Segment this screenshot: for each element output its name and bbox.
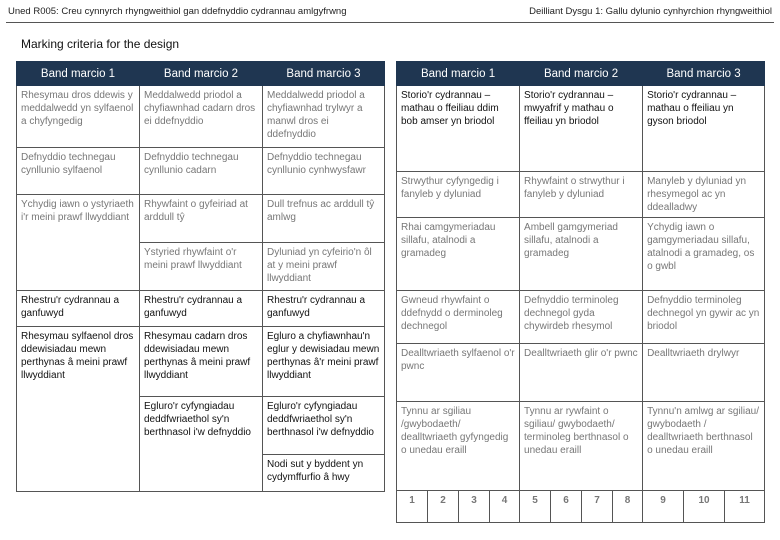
mark-cell: 3 bbox=[459, 491, 490, 523]
criteria-table-left bbox=[16, 61, 385, 492]
band-3-header: Band marcio 3 bbox=[643, 62, 765, 86]
criteria-cell: Defnyddio terminoleg dechnegol yn gywir ac yn briodol bbox=[643, 291, 765, 344]
criteria-cell: Nodi sut y byddent yn cydymffurfio â hwy bbox=[263, 455, 385, 492]
criteria-cell: Defnyddio terminoleg dechnegol gyda chywirdeb rhesymol bbox=[520, 291, 643, 344]
band-2-header: Band marcio 2 bbox=[520, 62, 643, 86]
mark-cell: 5 bbox=[520, 491, 551, 523]
criteria-cell: Dealltwriaeth sylfaenol o'r pwnc bbox=[397, 344, 520, 402]
criteria-cell: Ystyried rhywfaint o'r meini prawf llwyddiant bbox=[140, 243, 263, 291]
mark-cell: 7 bbox=[582, 491, 613, 523]
criteria-table-right bbox=[396, 61, 765, 523]
criteria-cell: Ychydig iawn o gamgymeriadau sillafu, atalnodi a gramadeg, os o gwbl bbox=[643, 218, 765, 291]
criteria-cell: Egluro'r cyfyngiadau deddfwriaethol sy'n berthnasol i'w defnyddio bbox=[140, 397, 263, 492]
band-3-header: Band marcio 3 bbox=[263, 62, 385, 86]
mark-cell: 6 bbox=[551, 491, 582, 523]
criteria-cell: Dull trefnus ac arddull tŷ amlwg bbox=[263, 195, 385, 243]
criteria-cell: Meddalwedd priodol a chyfiawnhad trylwyr a manwl dros ei ddefnyddio bbox=[263, 86, 385, 148]
section-subtitle: Marking criteria for the design bbox=[21, 37, 180, 51]
criteria-cell: Rhai camgymeriadau sillafu, atalnodi a gramadeg bbox=[397, 218, 520, 291]
criteria-cell: Dealltwriaeth drylwyr bbox=[643, 344, 765, 402]
band-2-header: Band marcio 2 bbox=[140, 62, 263, 86]
criteria-cell: Meddalwedd priodol a chyfiawnhad cadarn dros ei ddefnyddio bbox=[140, 86, 263, 148]
mark-cell: 8 bbox=[613, 491, 643, 523]
criteria-cell: Ambell gamgymeriad sillafu, atalnodi a gramadeg bbox=[520, 218, 643, 291]
criteria-cell: Egluro'r cyfyngiadau deddfwriaethol sy'n berthnasol i'w defnyddio bbox=[263, 397, 385, 455]
criteria-cell: Rhestru'r cydrannau a ganfuwyd bbox=[17, 291, 140, 327]
criteria-cell: Rhesymau cadarn dros ddewisiadau mewn perthynas â meini prawf llwyddiant bbox=[140, 327, 263, 397]
criteria-cell: Egluro a chyfiawnhau'n eglur y dewisiadau mewn perthynas â'r meini prawf llwyddiant bbox=[263, 327, 385, 397]
mark-cell: 9 bbox=[643, 491, 684, 523]
band-1-header: Band marcio 1 bbox=[17, 62, 140, 86]
criteria-cell: Defnyddio technegau cynllunio cadarn bbox=[140, 148, 263, 195]
criteria-cell: Manyleb y dyluniad yn rhesymegol ac yn ddealladwy bbox=[643, 172, 765, 218]
criteria-cell: Storio'r cydrannau – mathau o ffeiliau ddim bob amser yn briodol bbox=[397, 86, 520, 172]
criteria-cell: Rhestru'r cydrannau a ganfuwyd bbox=[140, 291, 263, 327]
criteria-cell: Gwneud rhywfaint o ddefnydd o derminoleg dechnegol bbox=[397, 291, 520, 344]
criteria-cell: Strwythur cyfyngedig i fanyleb y dyluniad bbox=[397, 172, 520, 218]
criteria-cell: Tynnu ar rywfaint o sgiliau/ gwybodaeth/ terminoleg berthnasol o unedau eraill bbox=[520, 402, 643, 491]
page-header bbox=[0, 0, 780, 24]
mark-cell: 1 bbox=[397, 491, 428, 523]
criteria-cell: Storio'r cydrannau – mwyafrif y mathau o ffeiliau yn briodol bbox=[520, 86, 643, 172]
unit-title: Uned R005: Creu cynnyrch rhyngweithiol gan ddefnyddio cydrannau amlgyfrwng bbox=[8, 6, 347, 17]
criteria-cell: Defnyddio technegau cynllunio cynhwysfawr bbox=[263, 148, 385, 195]
criteria-cell: Storio'r cydrannau – mathau o ffeiliau yn gyson briodol bbox=[643, 86, 765, 172]
mark-cell: 11 bbox=[725, 491, 765, 523]
criteria-cell: Rhestru'r cydrannau a ganfuwyd bbox=[263, 291, 385, 327]
band-1-header: Band marcio 1 bbox=[397, 62, 520, 86]
criteria-cell: Rhesymau sylfaenol dros ddewisiadau mewn perthynas â meini prawf llwyddiant bbox=[17, 327, 140, 492]
mark-cell: 10 bbox=[684, 491, 725, 523]
criteria-cell: Tynnu ar sgiliau /gwybodaeth/ dealltwriaeth gyfyngedig o unedau eraill bbox=[397, 402, 520, 491]
criteria-cell: Rhywfaint o gyfeiriad at arddull tŷ bbox=[140, 195, 263, 243]
learning-outcome-title: Deilliant Dysgu 1: Gallu dylunio cynhyrchion rhyngweithiol bbox=[529, 6, 772, 17]
criteria-cell: Defnyddio technegau cynllunio sylfaenol bbox=[17, 148, 140, 195]
criteria-cell: Rhywfaint o strwythur i fanyleb y dyluniad bbox=[520, 172, 643, 218]
criteria-cell: Dealltwriaeth glir o'r pwnc bbox=[520, 344, 643, 402]
mark-cell: 2 bbox=[428, 491, 459, 523]
criteria-cell: Tynnu'n amlwg ar sgiliau/ gwybodaeth / dealltwriaeth berthnasol o unedau eraill bbox=[643, 402, 765, 491]
criteria-cell: Rhesymau dros ddewis y meddalwedd yn sylfaenol a chyfyngedig bbox=[17, 86, 140, 148]
mark-cell: 4 bbox=[490, 491, 520, 523]
criteria-cell: Dyluniad yn cyfeirio'n ôl at y meini prawf llwyddiant bbox=[263, 243, 385, 291]
criteria-cell: Ychydig iawn o ystyriaeth i'r meini prawf llwyddiant bbox=[17, 195, 140, 291]
header-divider bbox=[6, 22, 774, 23]
